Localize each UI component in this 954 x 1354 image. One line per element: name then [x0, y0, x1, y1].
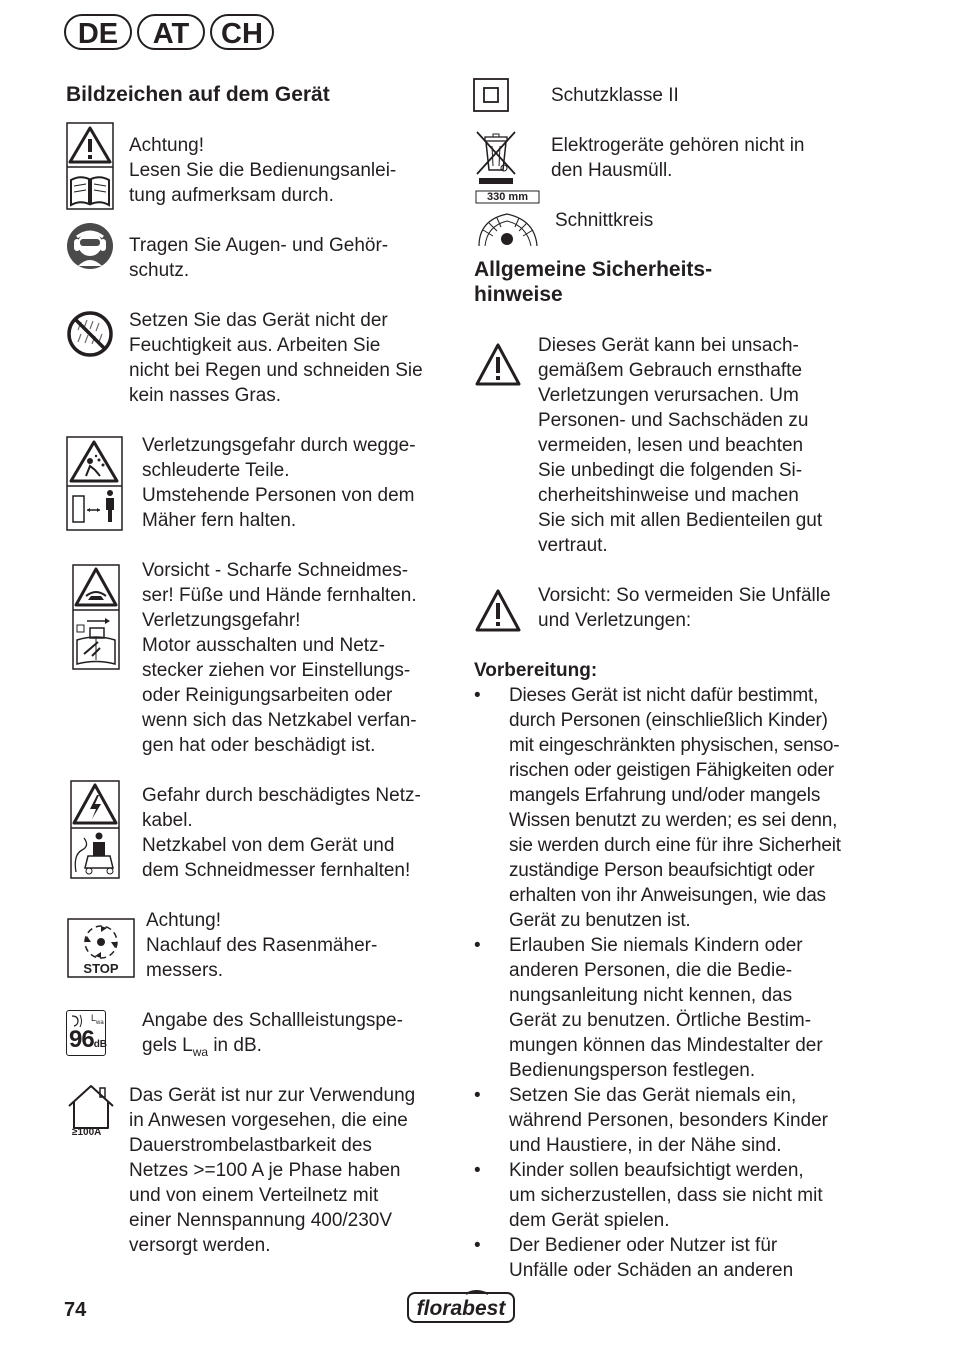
- warning-triangle-icon: [474, 342, 522, 388]
- sharp-blades-unplug-icon: [72, 564, 120, 670]
- symbol-text-blade-rundown: Achtung! Nachlauf des Rasenmäher- messers.: [146, 910, 378, 981]
- sound-symbol-l: $L_{wa}$: [91, 1013, 104, 1026]
- bullet-marker: •: [474, 1160, 481, 1181]
- subheading-preparation: Vorbereitung:: [474, 660, 598, 681]
- safety-warning-text: Dieses Gerät kann bei unsach- gemäßem Gebrauch ernsthafte Verletzungen verursachen. Um Personen- und Sachschäden zu vermeiden, lesen und beachten Sie unbedingt die folgenden Si- cherheitshinweise und machen Sie sich mit allen Bedienteilen gut vertraut.: [538, 335, 823, 556]
- thrown-objects-keep-distance-icon: [66, 436, 123, 531]
- symbol-text-sound-level: Angabe des Schallleistungspe- gels $L_{wa}$ in dB.: [142, 1010, 403, 1059]
- caution-text: Vorsicht: So vermeiden Sie Unfälle und Verletzungen:: [538, 585, 831, 631]
- list-item: Kinder sollen beaufsichtigt werden, um sicherzustellen, dass sie nicht mit dem Gerät spielen.: [509, 1160, 823, 1231]
- list-item: Dieses Gerät ist nicht dafür bestimmt, durch Personen (einschließlich Kinder) mit eingeschränkten physischen, senso- rischen oder geistigen Fähigkeiten oder mangels Erfahrung und/oder mangels Wissen benutzt zu werden; es sei denn, sie werden durch eine für ihre Sicherheit zuständige Person beaufsichtigt oder erhalten von ihr Anweisungen, wie das Gerät zu benutzen ist.: [509, 685, 841, 931]
- crossed-bin-icon: [473, 128, 519, 186]
- bullet-marker: •: [474, 685, 481, 706]
- symbol-text-sharp-blades: Vorsicht - Scharfe Schneidmes- ser! Füße und Hände fernhalten. Verletzungsgefahr! Motor ausschalten und Netz- stecker ziehen vor Einstellungs- oder Reinigungsarbeiten oder wenn sich das Netzkabel verfan- gen hat oder beschädigt ist.: [142, 560, 417, 756]
- bullet-marker: •: [474, 1235, 481, 1256]
- country-badge-ch: CH: [210, 14, 274, 50]
- section-heading-symbols: Bildzeichen auf dem Gerät: [66, 83, 330, 106]
- list-item: Der Bediener oder Nutzer ist für Unfälle oder Schäden an anderen: [509, 1235, 794, 1281]
- cutting-circle-label: 330 mm: [487, 191, 528, 203]
- blade-rundown-stop-icon: [67, 918, 135, 978]
- section-heading-safety: Allgemeine Sicherheits- hinweise: [474, 258, 713, 306]
- country-badge-de: DE: [64, 14, 132, 50]
- florabest-logo: [406, 1290, 516, 1324]
- bullet-marker: •: [474, 1085, 481, 1106]
- symbol-text-no-rain: Setzen Sie das Gerät nicht der Feuchtigkeit aus. Arbeiten Sie nicht bei Regen und schneiden Sie kein nasses Gras.: [129, 310, 423, 406]
- sound-power-level-icon: [66, 1010, 106, 1056]
- symbol-text-cable-hazard: Gefahr durch beschädigtes Netz- kabel. Netzkabel von dem Gerät und dem Schneidmesser fernhalten!: [142, 785, 421, 881]
- cutting-circle-icon: [475, 190, 540, 248]
- brand-text: florabest: [416, 1297, 506, 1320]
- symbol-text-thrown-objects: Verletzungsgefahr durch wegge- schleuderte Teile. Umstehende Personen von dem Mäher fern halten.: [142, 435, 416, 531]
- list-item: Setzen Sie das Gerät niemals ein, während Personen, besonders Kinder und Haustiere, in der Nähe sind.: [509, 1085, 828, 1156]
- warning-read-manual-icon: [66, 122, 114, 210]
- symbol-text-read-manual: Achtung! Lesen Sie die Bedienungsanlei- tung aufmerksam durch.: [129, 135, 397, 206]
- electric-cable-hazard-icon: [70, 780, 120, 879]
- symbol-text-class-ii: Schutzklasse II: [551, 85, 679, 106]
- page-number: 74: [64, 1299, 87, 1321]
- country-badge-at: AT: [137, 14, 205, 50]
- symbol-text-eye-ear-protection: Tragen Sie Augen- und Gehör- schutz.: [129, 235, 389, 281]
- eye-ear-protection-icon: [66, 222, 114, 270]
- house-mains-label: ≥100A: [72, 1127, 102, 1138]
- house-mains-icon: [66, 1084, 116, 1138]
- list-item: Erlauben Sie niemals Kindern oder anderen Personen, die die Bedie- nungsanleitung nicht kennen, das Gerät zu benutzen. Örtliche Bestim- mungen können das Mindestalter der Bedienungsperson festlegen.: [509, 935, 823, 1081]
- caution-triangle-icon: [474, 588, 522, 634]
- no-rain-icon: [66, 310, 114, 358]
- symbol-text-bin: Elektrogeräte gehören nicht in den Hausmüll.: [551, 135, 805, 181]
- symbol-text-mains: Das Gerät ist nur zur Verwendung in Anwesen vorgesehen, die eine Dauerstrombelastbarkeit des Netzes >=100 A je Phase haben und von einem Verteilnetz mit einer Nennspannung 400/230V versorgt werden.: [129, 1085, 416, 1256]
- protection-class-ii-icon: [473, 78, 509, 112]
- bullet-marker: •: [474, 935, 481, 956]
- sound-value: 96dB: [69, 1026, 108, 1053]
- stop-label: STOP: [83, 961, 119, 976]
- symbol-text-cutting-circle: Schnittkreis: [555, 210, 654, 231]
